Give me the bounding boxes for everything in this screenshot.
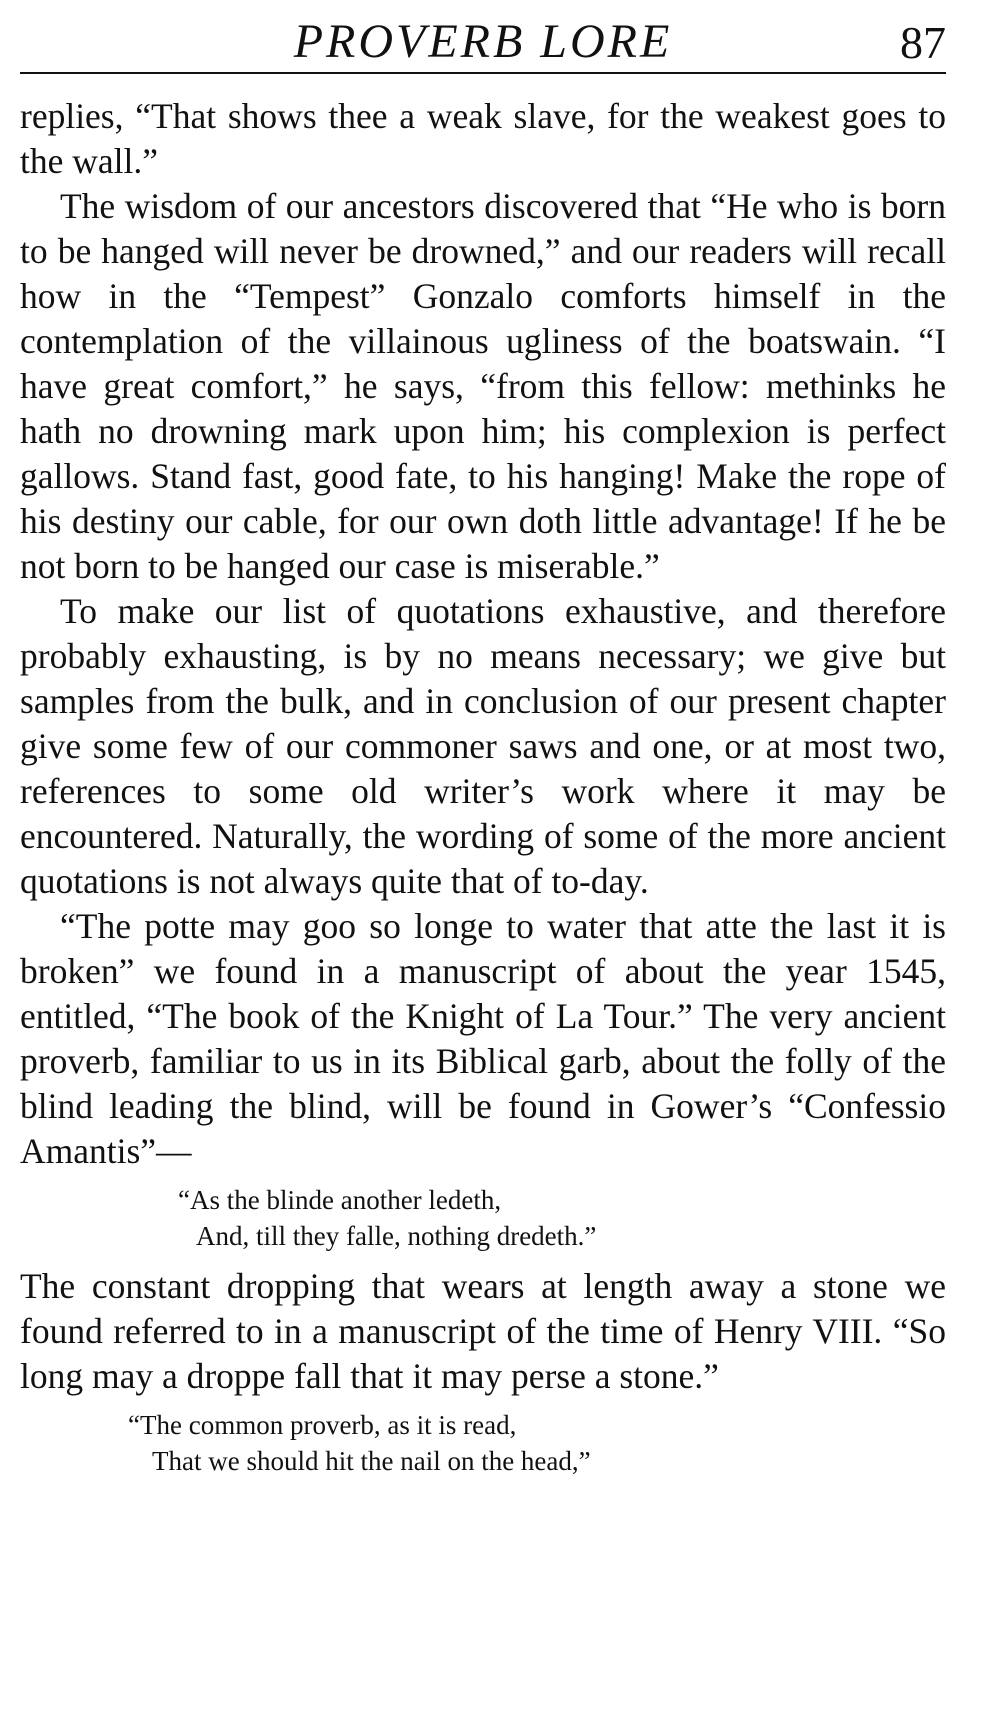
- paragraph-hanged-proverb: The wisdom of our ancestors discovered that “He who is born to be hanged will never be drowned,” and our readers will recall how in the “Tempest” Gonzalo comforts himself in the contemplation of the villainous ugliness of the boatswain. “I have great comfort,” he says, “from this fellow: methinks he hath no drowning mark upon him; his complexion is perfect gallows. Stand fast, good fate, to his hanging! Make the rope of his destiny our cable, for our own doth little advantage! If he be not born to be hanged our case is miserable.”: [20, 186, 946, 586]
- verse-line: “The common proverb, as it is read,: [128, 1410, 517, 1440]
- verse-line: And, till they falle, nothing dredeth.”: [196, 1221, 597, 1251]
- body-text: [20, 94, 946, 1479]
- book-page: [20, 0, 946, 1489]
- paragraph-quotations: To make our list of quotations exhaustive, and therefore probably exhausting, is by no means necessary; we give but samples from the bulk, and in conclusion of our present chapter give some few of our commoner saws and one, or at most two, references to some old writer’s work where it may be encountered. Naturally, the wording of some of the more ancient quotations is not always quite that of to-day.: [20, 591, 946, 901]
- verse-quotation-nail: [20, 1407, 946, 1479]
- verse-line: “As the blinde another ledeth,: [178, 1185, 502, 1215]
- running-head: [20, 0, 946, 74]
- verse-quotation-gower: [20, 1182, 946, 1254]
- page-title: PROVERB LORE: [293, 15, 673, 68]
- paragraph-potte-proverb: “The potte may goo so longe to water that atte the last it is broken” we found in a manuscript of about the year 1545, entitled, “The book of the Knight of La Tour.” The very ancient proverb, familiar to us in its Biblical garb, about the folly of the blind leading the blind, will be found in Gower’s “Confessio Amantis”—: [20, 906, 946, 1171]
- verse-line: That we should hit the nail on the head,”: [152, 1446, 591, 1476]
- paragraph-dropping-stone: The constant dropping that wears at length away a stone we found referred to in a manuscript of the time of Henry VIII. “So long may a droppe fall that it may perse a stone.”: [20, 1266, 946, 1396]
- paragraph-continued: replies, “That shows thee a weak slave, for the weakest goes to the wall.”: [20, 96, 946, 181]
- page-number: 87: [900, 17, 946, 68]
